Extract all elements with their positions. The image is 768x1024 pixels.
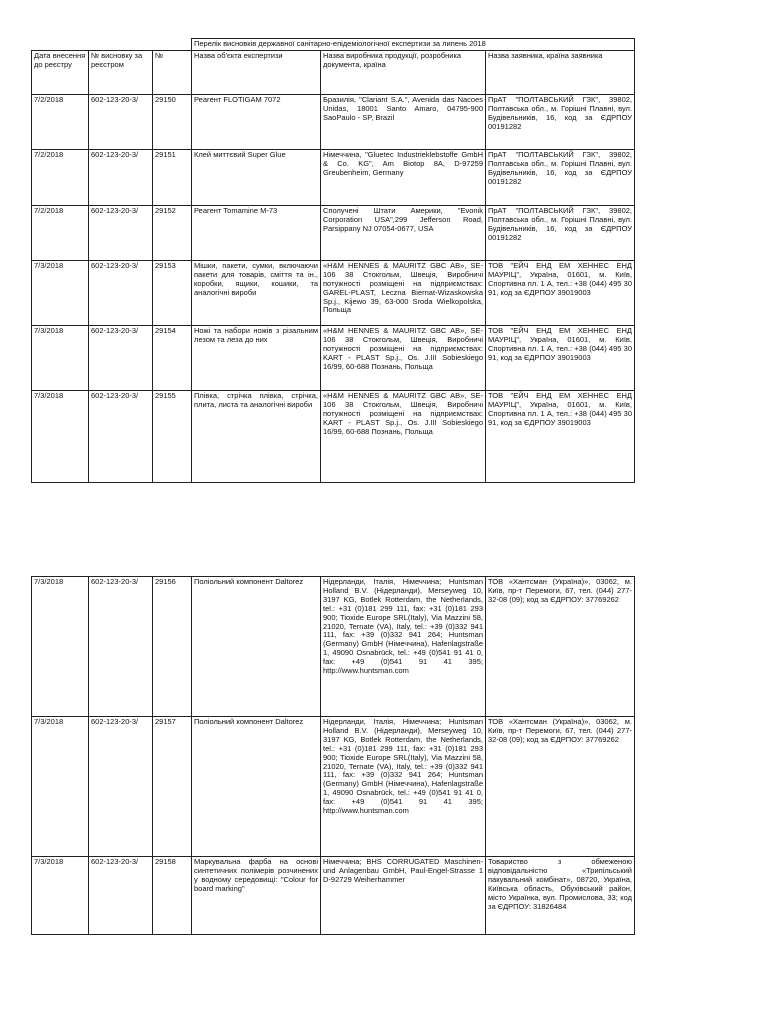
header-applicant: Назва заявника, країна заявника: [486, 50, 635, 94]
row-applicant: ПрАТ "ПОЛТАВСЬКИЙ ГЗК", 39802, Полтавська обл., м. Горішні Плавні, вул. Будівельників, 16, код за ЄДРПОУ 00191282: [486, 94, 635, 149]
row-applicant: Товариство з обмеженою відповідальністю «Трипільський пакувальний комбінат», 08720, Україна, Київська область, Обухівський район, місто Українка, вул. Промислова, 33; код за ЄДРПОУ: 31826484: [486, 857, 635, 935]
row-conclusion-number: 602-123-20-3/: [89, 260, 153, 325]
row-number: 29155: [153, 390, 192, 482]
row-object: Реагент Tomamine M-73: [192, 205, 321, 260]
row-applicant: ТОВ "ЕЙЧ ЕНД ЕМ ХЕННЕС ЕНД МАУРІЦ", Україна, 01601, м. Київ, Спортивна пл. 1 А, тел.: +38 (044) 495 30 91, код за ЄДРПОУ 39019003: [486, 260, 635, 325]
table-row: [32, 857, 635, 935]
row-date: 7/3/2018: [32, 857, 89, 935]
header-conclusion-number: № висновку за реєстром: [89, 50, 153, 94]
row-conclusion-number: 602-123-20-3/: [89, 717, 153, 857]
row-object: Мішки, пакети, сумки, включаючи пакети для товарів, сміття та ін., коробки, ящики, кошики, та аналогічні вироби: [192, 260, 321, 325]
row-applicant: ТОВ «Хантсман (Україна)», 03062, м. Київ, пр-т Перемоги, 67, тел. (044) 277-32-08 (09); код за ЄДРПОУ: 37769262: [486, 717, 635, 857]
table-row: [32, 390, 635, 482]
conclusions-table: [31, 38, 635, 483]
row-conclusion-number: 602-123-20-3/: [89, 325, 153, 390]
table-row: [32, 260, 635, 325]
table-row: [32, 325, 635, 390]
conclusions-table-continued: [31, 576, 635, 935]
row-number: 29152: [153, 205, 192, 260]
row-conclusion-number: 602-123-20-3/: [89, 94, 153, 149]
row-manufacturer: «H&M HENNES & MAURITZ GBC AB», SE-106 38 Стокгольм, Швеція, Виробничі потужності розміщені на підприємствах: GAREL-PLAST, Leczna Biernat-Wizaskowska Sp.j., Kijewo 39, 63-000 Sroda Wielkopolska, Польща: [321, 260, 486, 325]
header-number: №: [153, 50, 192, 94]
row-number: 29154: [153, 325, 192, 390]
header-date: Дата внесення до реєстру: [32, 50, 89, 94]
table-title: Перелік висновків державної санітарно-епідеміологічної експертизи за липень 2018: [192, 39, 635, 51]
header-object: Назва об'єкта експертизи: [192, 50, 321, 94]
row-applicant: ТОВ «Хантсман (Україна)», 03062, м. Київ, пр-т Перемоги, 67, тел. (044) 277-32-08 (09); код за ЄДРПОУ: 37769262: [486, 577, 635, 717]
row-object: Реагент FLOTIGAM 7072: [192, 94, 321, 149]
table-row: [32, 94, 635, 149]
row-number: 29158: [153, 857, 192, 935]
row-object: Клей миттєвий Super Glue: [192, 149, 321, 205]
row-number: 29150: [153, 94, 192, 149]
row-number: 29157: [153, 717, 192, 857]
row-date: 7/3/2018: [32, 717, 89, 857]
row-conclusion-number: 602-123-20-3/: [89, 857, 153, 935]
row-date: 7/2/2018: [32, 205, 89, 260]
row-applicant: ТОВ "ЕЙЧ ЕНД ЕМ ХЕННЕС ЕНД МАУРІЦ", Україна, 01601, м. Київ, Спортивна пл. 1 А, тел.: +38 (044) 495 30 91, код за ЄДРПОУ 39019003: [486, 390, 635, 482]
row-number: 29153: [153, 260, 192, 325]
row-applicant: ПрАТ "ПОЛТАВСЬКИЙ ГЗК", 39802, Полтавська обл., м. Горішні Плавні, вул. Будівельників, 16, код за ЄДРПОУ 00191282: [486, 149, 635, 205]
header-row: [32, 50, 635, 94]
row-conclusion-number: 602-123-20-3/: [89, 149, 153, 205]
row-manufacturer: Нідерланди, Італія, Німеччина; Huntsman Holland B.V. (Нідерланди), Merseyweg 10, 3197 KG, Botlek Rotterdam, the Netherlands, tel.: +31 (0)181 299 111, fax: +31 (0)181 293 900; Tioxide Europe SRL(Italy), Via Mazzini 58, 21020, Ternate (VA), Italy, tel.: +39 (0)332 941 111, fax: +39 (0)332 941 264; Huntsman (Germany) GmbH (Німеччина), Hafenlagstraße 1, 49090 Osnabrück, tel.: +49 (0)541 91 41 0, fax: +49 (0)541 91 41 395; http://www.huntsman.com: [321, 577, 486, 717]
row-number: 29151: [153, 149, 192, 205]
row-date: 7/3/2018: [32, 260, 89, 325]
row-manufacturer: Нідерланди, Італія, Німеччина; Huntsman Holland B.V. (Нідерланди), Merseyweg 10, 3197 KG, Botlek Rotterdam, the Netherlands, tel.: +31 (0)181 299 111, fax: +31 (0)181 293 900; Tioxide Europe SRL(Italy), Via Mazzini 58, 21020, Ternate (VA), Italy, tel.: +39 (0)332 941 111, fax: +39 (0)332 941 264; Huntsman (Germany) GmbH (Німеччина), Hafenlagstraße 1, 49090 Osnabrück, tel.: +49 (0)541 91 41 0, fax: +49 (0)541 91 41 395; http://www.huntsman.com: [321, 717, 486, 857]
row-conclusion-number: 602-123-20-3/: [89, 577, 153, 717]
row-object: Плівка, стрічка плівка, стрічка, плита, листа та аналогічні вироби: [192, 390, 321, 482]
row-manufacturer: «H&M HENNES & MAURITZ GBC AB», SE-106 38 Стокгольм, Швеція, Виробничі потужності розміщені на підприємствах: KART - PLAST Sp.j., Os. J.III Sobieskiego 16/99, 60-688 Познань, Польща: [321, 390, 486, 482]
row-manufacturer: «H&M HENNES & MAURITZ GBC AB», SE-106 38 Стокгольм, Швеція, Виробничі потужності розміщені на підприємствах: KART - PLAST Sp.j., Os. J.III Sobieskiego 16/99, 60-688 Познань, Польща: [321, 325, 486, 390]
row-date: 7/3/2018: [32, 325, 89, 390]
table-row: [32, 149, 635, 205]
row-applicant: ТОВ "ЕЙЧ ЕНД ЕМ ХЕННЕС ЕНД МАУРІЦ", Україна, 01601, м. Київ, Спортивна пл. 1 А, тел.: +38 (044) 495 30 91, код за ЄДРПОУ 39019003: [486, 325, 635, 390]
row-manufacturer: Бразилія, "Clariant S.A.", Avenida das Nacoes Unidas, 18001 Santo Amaro, 04795-900 SaoPaulo - SP, Brazil: [321, 94, 486, 149]
table-row: [32, 717, 635, 857]
row-date: 7/2/2018: [32, 149, 89, 205]
header-manufacturer: Назва виробника продукції, розробника документа, країна: [321, 50, 486, 94]
row-manufacturer: Німеччина, "Gluetec Industrieklebstoffe GmbH & Co. KG", Am Biotop 8A, D-97259 Greubenheim, Germany: [321, 149, 486, 205]
row-object: Поліольний компонент Daltorez: [192, 577, 321, 717]
row-date: 7/3/2018: [32, 390, 89, 482]
row-object: Поліольний компонент Daltorez: [192, 717, 321, 857]
row-manufacturer: Сполучені Штати Америки, "Evonik Corporation USA",299 Jefferson Road, Parsippany NJ 07054-0677, USA: [321, 205, 486, 260]
table-row: [32, 577, 635, 717]
row-date: 7/3/2018: [32, 577, 89, 717]
table-row: [32, 205, 635, 260]
row-manufacturer: Німеччина; BHS CORRUGATED Maschinen-und Anlagenbau GmbH, Paul-Engel-Strasse 1 D-92729 Weiherhammer: [321, 857, 486, 935]
row-object: Ножі та набори ножів з різальним лезом та леза до них: [192, 325, 321, 390]
row-object: Маркувальна фарба на основі синтетичних полімерів розчинених у водному середовищі: "Colour for board marking": [192, 857, 321, 935]
row-number: 29156: [153, 577, 192, 717]
row-conclusion-number: 602-123-20-3/: [89, 205, 153, 260]
row-date: 7/2/2018: [32, 94, 89, 149]
row-applicant: ПрАТ "ПОЛТАВСЬКИЙ ГЗК", 39802, Полтавська обл., м. Горішні Плавні, вул. Будівельників, 16, код за ЄДРПОУ 00191282: [486, 205, 635, 260]
row-conclusion-number: 602-123-20-3/: [89, 390, 153, 482]
